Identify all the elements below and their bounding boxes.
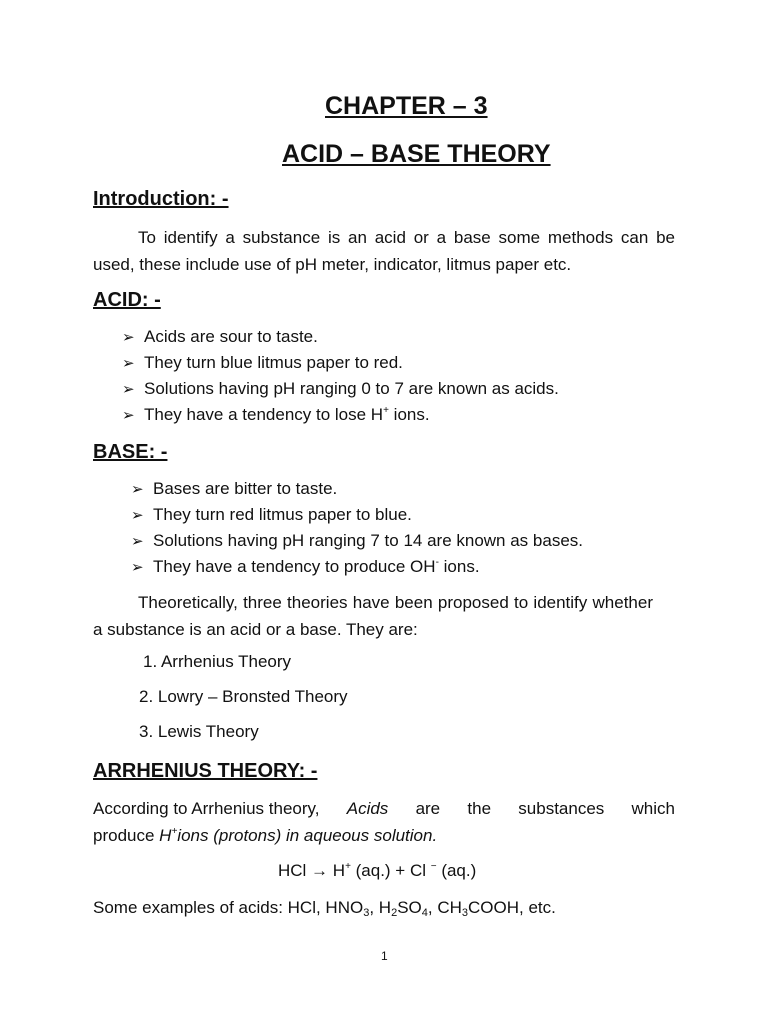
arrow-bullet-icon: ➢: [122, 355, 135, 372]
acid-item: ➢ Solutions having pH ranging 0 to 7 are known as acids.: [122, 379, 559, 398]
theory-item: 1. Arrhenius Theory: [143, 652, 292, 671]
arrow-bullet-icon: ➢: [131, 559, 144, 576]
arrow-bullet-icon: ➢: [122, 381, 135, 398]
theories-intro: Theoretically, three theories have been proposed to identify whether a substance is an acid or a base. They are:: [93, 593, 653, 639]
base-item: ➢ They turn red litmus paper to blue.: [131, 505, 412, 524]
arrow-bullet-icon: ➢: [131, 533, 144, 550]
arrow-bullet-icon: ➢: [131, 481, 144, 498]
arrhenius-equation: HCl → H+ (aq.) + Cl − (aq.): [278, 861, 477, 880]
intro-text: To identify a substance is an acid or a base some methods can be used, these include use of pH meter, indicator, litmus paper etc.: [93, 228, 675, 274]
arrhenius-heading: ARRHENIUS THEORY: -: [93, 760, 318, 782]
arrow-bullet-icon: ➢: [122, 407, 135, 424]
acid-item: ➢ Acids are sour to taste.: [122, 327, 318, 346]
acids-word: Acids: [346, 799, 389, 818]
theory-item: 2. Lowry – Bronsted Theory: [139, 687, 348, 706]
chapter-title: CHAPTER – 3: [325, 92, 488, 120]
acid-item: ➢ They turn blue litmus paper to red.: [122, 353, 403, 372]
acid-examples: Some examples of acids: HCl, $HNO_3$, $H_2SO_4$, $CH_3COOH$, etc.: [93, 898, 556, 919]
page-title: ACID – BASE THEORY: [282, 140, 551, 168]
arrhenius-text-line2: produce H+ions (protons) in aqueous solution.: [93, 826, 438, 845]
arrhenius-text-line1: According to Arrhenius theory, Acids are the substances which: [93, 799, 675, 818]
intro-heading: Introduction: -: [93, 188, 229, 210]
acid-item: ➢ They have a tendency to lose H+ ions.: [122, 405, 430, 424]
base-item: ➢ They have a tendency to produce OH- ions.: [131, 557, 480, 576]
page-number: 1: [381, 949, 388, 963]
base-item: ➢ Solutions having pH ranging 7 to 14 are known as bases.: [131, 531, 583, 550]
arrow-bullet-icon: ➢: [122, 329, 135, 346]
acid-heading: ACID: -: [93, 289, 161, 311]
base-item: ➢ Bases are bitter to taste.: [131, 479, 338, 498]
base-heading: BASE: -: [93, 441, 168, 463]
arrow-bullet-icon: ➢: [131, 507, 144, 524]
theory-item: 3. Lewis Theory: [139, 722, 259, 741]
